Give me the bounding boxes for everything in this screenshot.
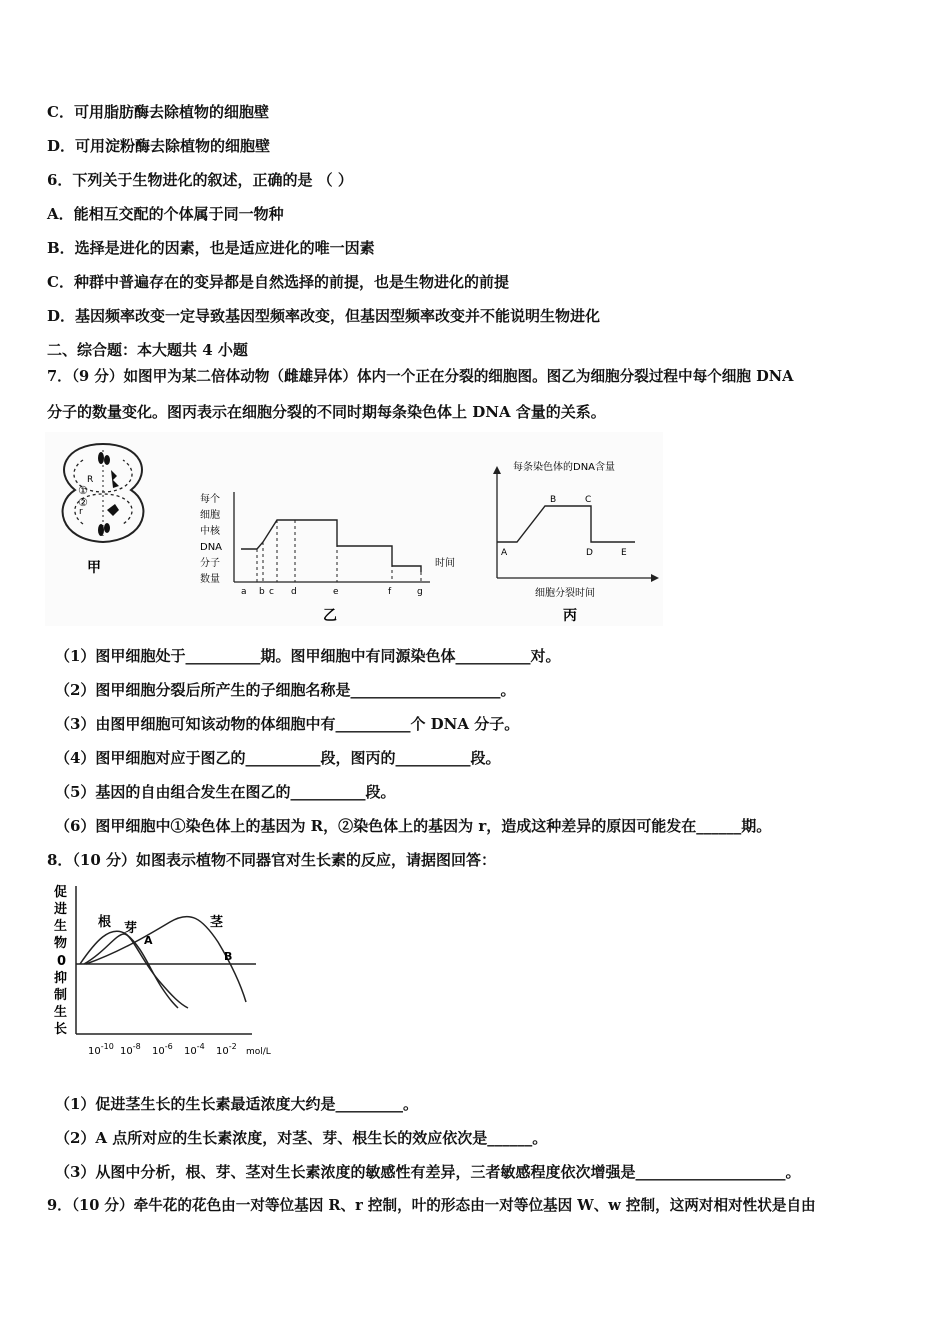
question-9: 9．（10 分）牵牛花的花色由一对等位基因 R、r 控制，叶的形态由一对等位基因 W、w 控制，这两对相对性状是自由: [47, 1197, 816, 1214]
yi-tick-d: d: [291, 587, 297, 597]
yi-ylabel-4: DNA: [200, 542, 223, 553]
q8-sub-2: （2）A 点所对应的生长素浓度，对茎、芽、根生长的效应依次是______。: [55, 1129, 548, 1147]
bing-point-A: A: [501, 548, 508, 558]
f8-ylabel-2: 进: [54, 902, 68, 917]
label-bud: 芽: [124, 921, 138, 936]
bing-point-E: E: [621, 548, 627, 558]
f8-ylabel-6: 制: [54, 988, 68, 1003]
bing-point-C: C: [585, 495, 592, 505]
question-6: 6．下列关于生物进化的叙述，正确的是 （ ）: [47, 171, 353, 189]
yi-ylabel-1: 每个: [200, 494, 220, 505]
xtick-3: $10^{-6}$: [152, 1042, 173, 1057]
jia-label-r: r: [79, 507, 83, 517]
x-unit: mol/L: [246, 1047, 271, 1057]
question-8: 8．（10 分）如图表示植物不同器官对生长素的反应，请据图回答：: [47, 851, 497, 869]
yi-tick-e: e: [333, 587, 339, 597]
f8-ylabel-8: 长: [54, 1022, 68, 1037]
question-7-line1: 7．（9 分）如图甲为某二倍体动物（雌雄异体）体内一个正在分裂的细胞图。图乙为细胞分裂过程中每个细胞 DNA: [47, 368, 794, 385]
yi-tick-a: a: [241, 587, 247, 597]
q7-sub-4: （4）图甲细胞对应于图乙的__________段，图丙的__________段。: [55, 749, 501, 767]
bing-caption: 丙: [563, 608, 577, 624]
label-root: 根: [98, 915, 112, 930]
xtick-4: $10^{-4}$: [184, 1042, 205, 1057]
q7-sub-1: （1）图甲细胞处于__________期。图甲细胞中有同源染色体__________对。: [55, 647, 561, 665]
yi-caption: 乙: [323, 608, 337, 624]
q8-sub-1: （1）促进茎生长的生长素最适浓度大约是_________。: [55, 1095, 418, 1113]
f8-ylabel-7: 生: [54, 1005, 68, 1020]
label-point-A: A: [144, 934, 153, 947]
bing-point-D: D: [586, 548, 593, 558]
curve-root: [80, 931, 178, 1008]
jia-caption: 甲: [87, 560, 101, 576]
q7-sub-3: （3）由图甲细胞可知该动物的体细胞中有__________个 DNA 分子。: [55, 715, 520, 733]
figure-7: [45, 432, 663, 626]
q6-option-b: B．选择是进化的因素，也是适应进化的唯一因素: [47, 239, 375, 257]
yi-ylabel-6: 数量: [200, 574, 220, 585]
xtick-1: $10^{-10}$: [88, 1042, 114, 1057]
yi-tick-g: g: [417, 587, 423, 597]
f8-ylabel-4: 物: [54, 936, 68, 951]
option-c: C．可用脂肪酶去除植物的细胞壁: [47, 103, 269, 121]
yi-ylabel-3: 中核: [200, 526, 220, 537]
bing-title: 每条染色体的DNA含量: [513, 462, 616, 473]
f8-ylabel-3: 生: [54, 919, 68, 934]
q6-option-a: A．能相互交配的个体属于同一物种: [47, 205, 284, 223]
yi-ylabel-2: 细胞: [200, 510, 220, 521]
figure-8: [50, 882, 290, 1060]
section-heading: 二、综合题：本大题共 4 小题: [47, 341, 248, 359]
label-stem: 茎: [210, 915, 224, 930]
f8-ylabel-5: 抑: [54, 971, 68, 986]
q6-option-d: D．基因频率改变一定导致基因型频率改变，但基因型频率改变并不能说明生物进化: [47, 307, 601, 325]
f8-ylabel-1: 促: [54, 885, 68, 900]
jia-label-R: R: [87, 475, 94, 485]
xtick-2: $10^{-8}$: [120, 1042, 141, 1057]
q8-sub-3: （3）从图中分析，根、芽、茎对生长素浓度的敏感性有差异，三者敏感程度依次增强是____________________。: [55, 1163, 801, 1181]
q6-option-c: C．种群中普遍存在的变异都是自然选择的前提，也是生物进化的前提: [47, 273, 509, 291]
xtick-5: $10^{-2}$: [216, 1042, 237, 1057]
yi-tick-f: f: [388, 587, 392, 597]
label-point-B: B: [224, 950, 233, 963]
bing-xlabel: 细胞分裂时间: [535, 588, 595, 599]
yi-tick-c: c: [269, 587, 274, 597]
q7-sub-6: （6）图甲细胞中①染色体上的基因为 R，②染色体上的基因为 r，造成这种差异的原因可能发在______期。: [55, 817, 772, 835]
jia-mark-1: ①: [78, 484, 88, 497]
q7-sub-2: （2）图甲细胞分裂后所产生的子细胞名称是____________________。: [55, 681, 516, 699]
q7-sub-5: （5）基因的自由组合发生在图乙的__________段。: [55, 783, 396, 801]
yi-tick-b: b: [259, 587, 265, 597]
question-7-line2: 分子的数量变化。图丙表示在细胞分裂的不同时期每条染色体上 DNA 含量的关系。: [47, 403, 606, 421]
jia-mark-2: ②: [78, 496, 88, 509]
option-d: D．可用淀粉酶去除植物的细胞壁: [47, 137, 271, 155]
bing-point-B: B: [550, 495, 557, 505]
yi-ylabel-5: 分子: [200, 558, 220, 569]
yi-xlabel: 时间: [435, 558, 455, 569]
f8-ylabel-zero: 0: [57, 954, 67, 969]
